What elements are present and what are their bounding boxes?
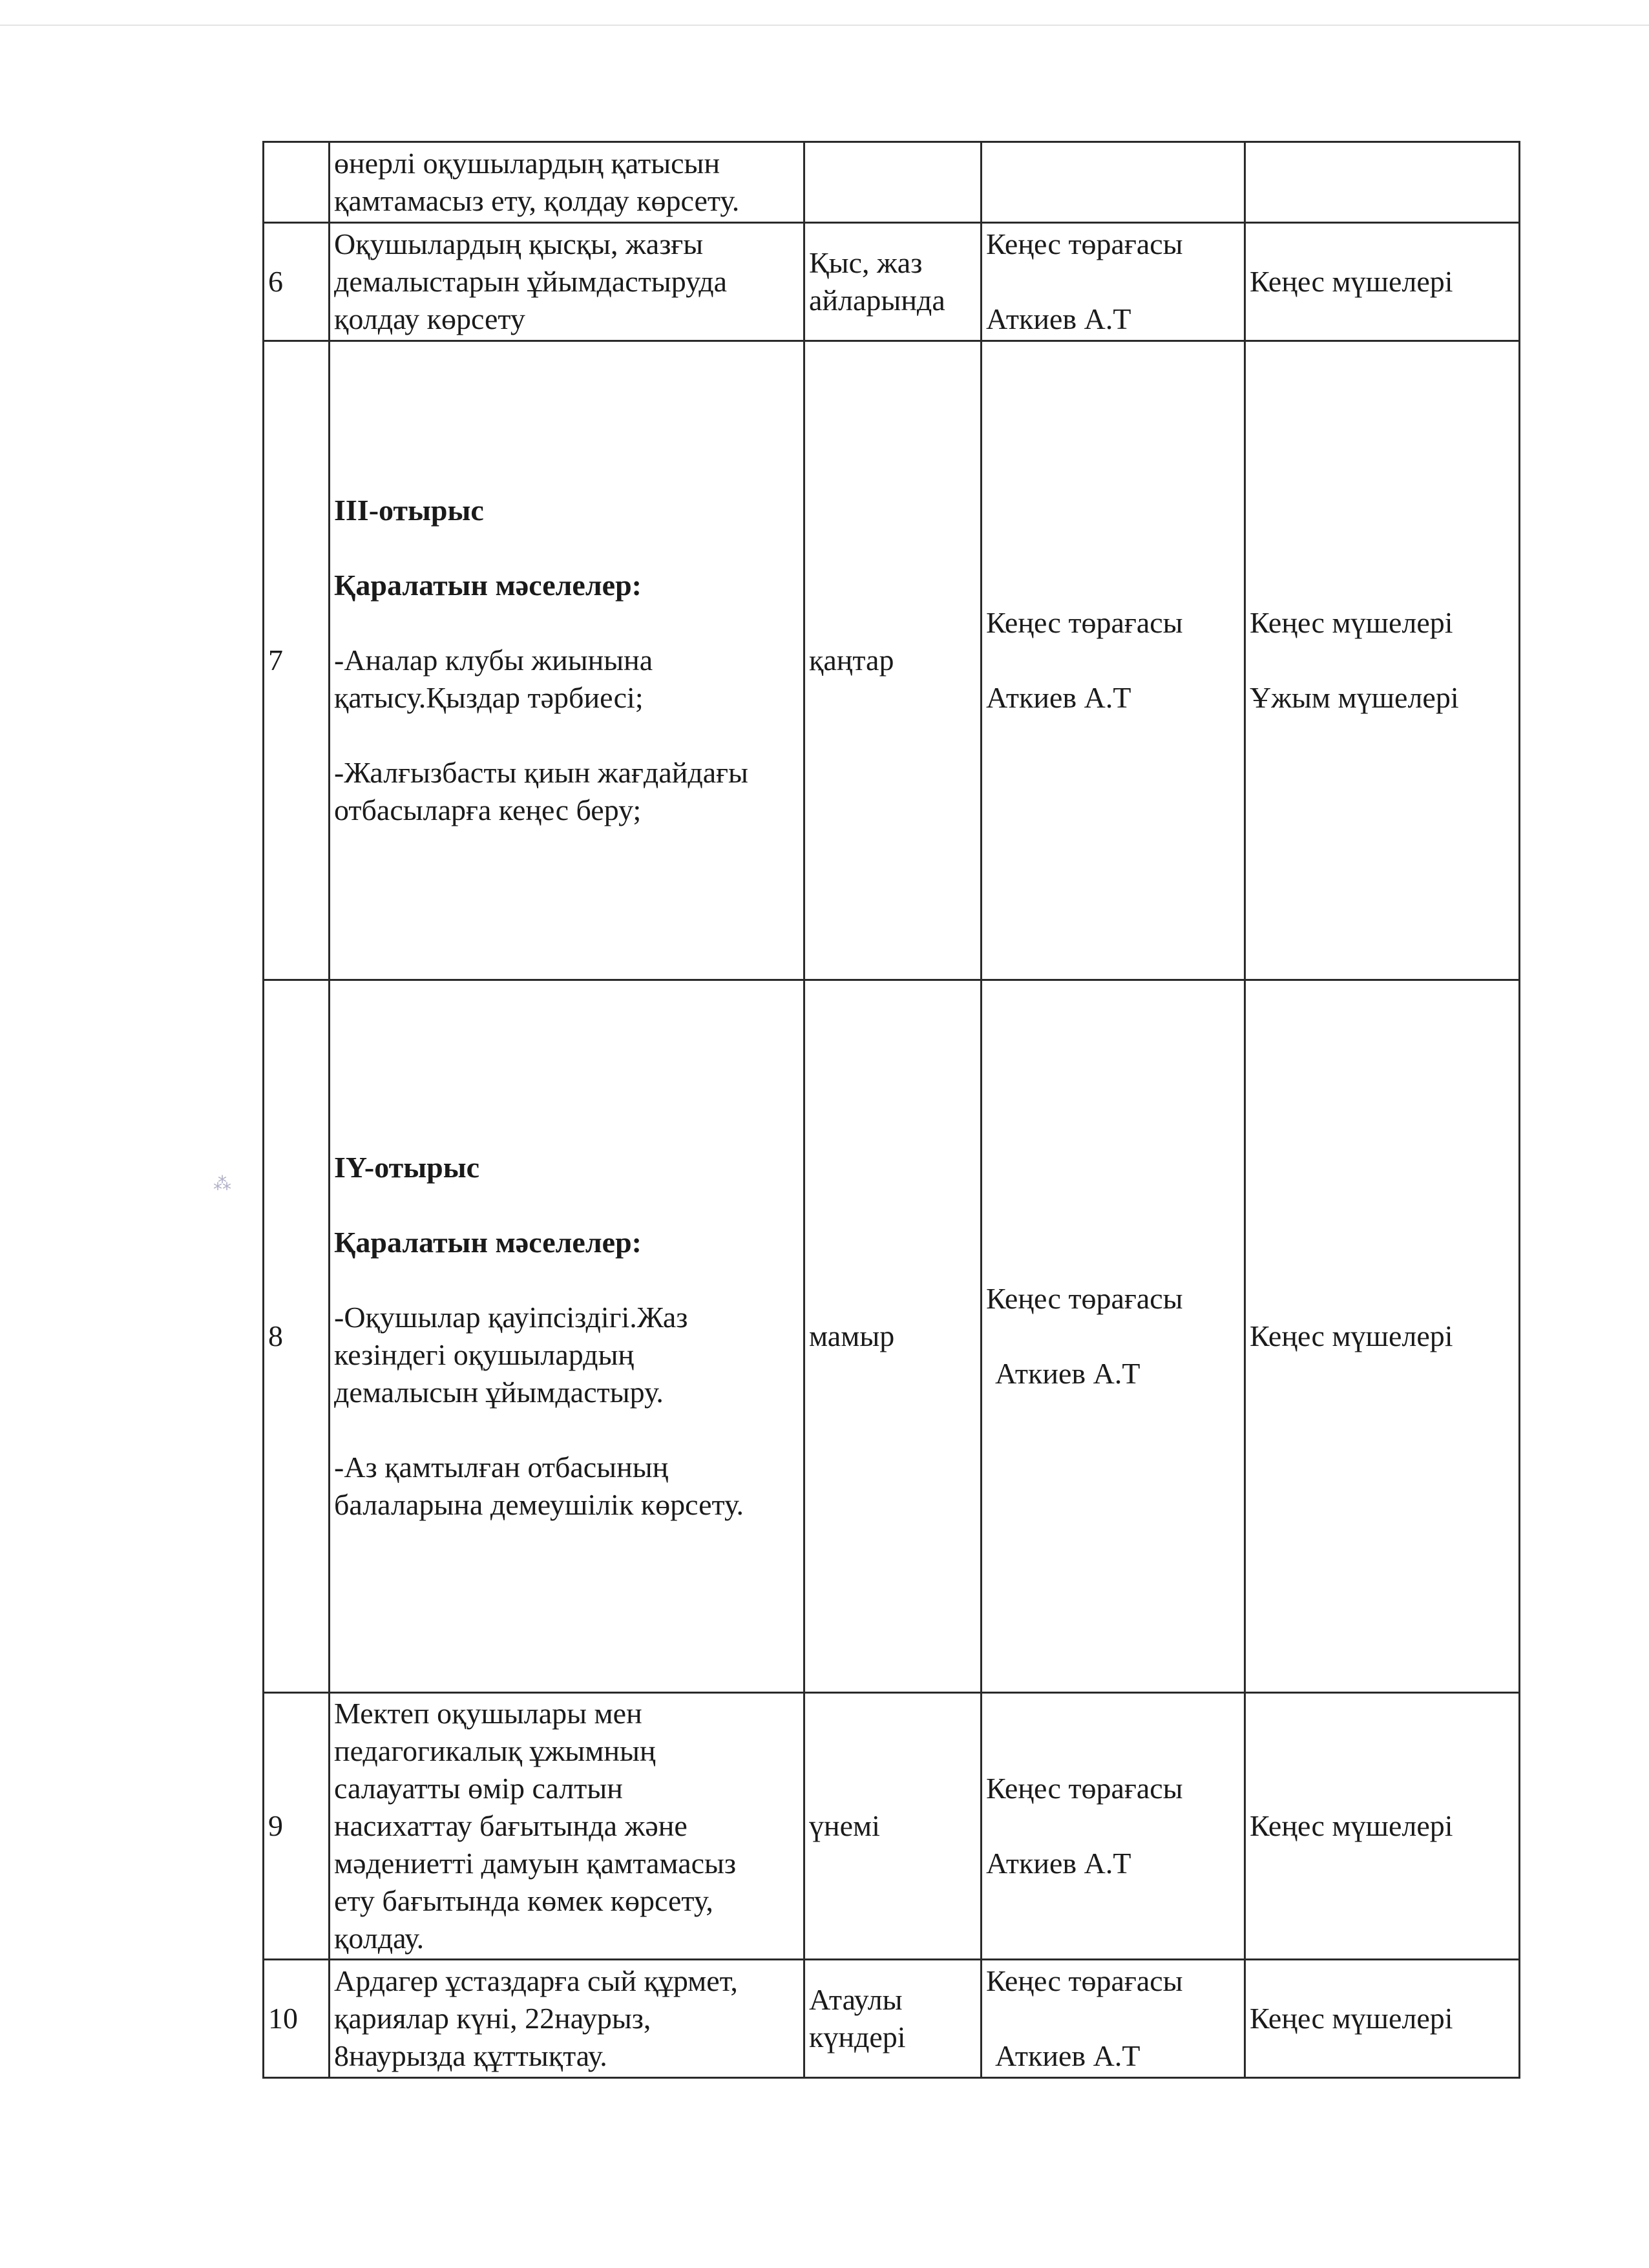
responsible-role: Кеңес төрағасы bbox=[986, 606, 1183, 639]
responsible-name: Аткиев А.Т bbox=[986, 302, 1131, 335]
date-cell bbox=[804, 341, 982, 980]
date-line: қаңтар bbox=[809, 644, 894, 677]
agenda-line: -Аз қамтылған отбасының bbox=[334, 1451, 669, 1484]
responsible-role: Кеңес төрағасы bbox=[986, 1772, 1183, 1805]
date-cell bbox=[804, 1693, 982, 1960]
row-number bbox=[264, 142, 330, 223]
task-line: ету бағытында көмек көрсету, bbox=[334, 1884, 713, 1917]
session-heading: ІІІ-отырыс bbox=[334, 494, 484, 527]
participants-line: Кеңес мүшелері bbox=[1250, 1809, 1453, 1842]
agenda-line: демалысын ұйымдастыру. bbox=[334, 1376, 664, 1409]
participants-cell bbox=[1245, 1693, 1520, 1960]
participants-cell bbox=[1245, 341, 1520, 980]
row-number: 7 bbox=[264, 341, 330, 980]
table-row bbox=[264, 1693, 1520, 1960]
participants-line: Кеңес мүшелері bbox=[1250, 265, 1453, 298]
agenda-line: -Жалғызбасты қиын жағдайдағы bbox=[334, 756, 748, 789]
participants-cell bbox=[1245, 142, 1520, 223]
issues-subheading: Қаралатын мәселелер: bbox=[334, 1226, 642, 1259]
participants-cell bbox=[1245, 223, 1520, 341]
task-cell bbox=[330, 142, 804, 223]
responsible-cell bbox=[982, 142, 1245, 223]
participants-cell bbox=[1245, 1960, 1520, 2078]
responsible-role: Кеңес төрағасы bbox=[986, 227, 1183, 260]
task-line: 8наурызда құттықтау. bbox=[334, 2039, 607, 2072]
task-line: өнерлі оқушылардың қатысын bbox=[334, 147, 720, 180]
agenda-line: -Аналар клубы жиынына bbox=[334, 644, 653, 677]
date-cell bbox=[804, 1960, 982, 2078]
row-number: 8 bbox=[264, 980, 330, 1693]
date-line: айларында bbox=[809, 284, 945, 317]
responsible-cell bbox=[982, 980, 1245, 1693]
responsible-name: Аткиев А.Т bbox=[986, 1847, 1131, 1880]
agenda-line: қатысу.Қыздар тәрбиесі; bbox=[334, 681, 644, 714]
date-line: Атаулы bbox=[809, 1983, 903, 2016]
issues-subheading: Қаралатын мәселелер: bbox=[334, 569, 642, 602]
responsible-cell bbox=[982, 1693, 1245, 1960]
task-line: қариялар күні, 22наурыз, bbox=[334, 2002, 651, 2035]
row-number: 6 bbox=[264, 223, 330, 341]
task-cell bbox=[330, 341, 804, 980]
participants-cell bbox=[1245, 980, 1520, 1693]
task-line: мәдениетті дамуын қамтамасыз bbox=[334, 1847, 737, 1880]
task-line: қамтамасыз ету, қолдау көрсету. bbox=[334, 184, 740, 217]
agenda-line: балаларына демеушілік көрсету. bbox=[334, 1488, 744, 1521]
work-plan-table bbox=[262, 141, 1520, 2079]
scan-edge-line bbox=[0, 25, 1649, 26]
responsible-name: Аткиев А.Т bbox=[986, 681, 1131, 714]
table-row bbox=[264, 341, 1520, 980]
responsible-name: Аткиев А.Т bbox=[995, 2039, 1140, 2072]
task-cell bbox=[330, 1960, 804, 2078]
responsible-role: Кеңес төрағасы bbox=[986, 1964, 1183, 1997]
task-line: Ардагер ұстаздарға сый құрмет, bbox=[334, 1964, 738, 1997]
table-row bbox=[264, 142, 1520, 223]
date-line: мамыр bbox=[809, 1319, 895, 1352]
session-heading: ІY-отырыс bbox=[334, 1151, 480, 1184]
date-line: Қыс, жаз bbox=[809, 246, 923, 279]
agenda-line: -Оқушылар қауіпсіздігі.Жаз bbox=[334, 1301, 688, 1334]
task-line: қолдау көрсету bbox=[334, 302, 525, 335]
task-line: қолдау. bbox=[334, 1922, 425, 1955]
participants-line: Кеңес мүшелері bbox=[1250, 1319, 1453, 1352]
task-cell bbox=[330, 1693, 804, 1960]
task-line: салауатты өмір салтын bbox=[334, 1772, 623, 1805]
responsible-cell bbox=[982, 341, 1245, 980]
task-line: насихаттау бағытында және bbox=[334, 1809, 688, 1842]
agenda-line: отбасыларға кеңес беру; bbox=[334, 793, 642, 826]
task-line: Оқушылардың қысқы, жазғы bbox=[334, 227, 704, 260]
participants-line: Кеңес мүшелері bbox=[1250, 2002, 1453, 2035]
date-cell bbox=[804, 980, 982, 1693]
responsible-cell bbox=[982, 1960, 1245, 2078]
task-cell bbox=[330, 980, 804, 1693]
date-cell bbox=[804, 223, 982, 341]
date-line: үнемі bbox=[809, 1809, 880, 1842]
table-row bbox=[264, 1960, 1520, 2078]
responsible-name: Аткиев А.Т bbox=[995, 1357, 1140, 1390]
date-cell bbox=[804, 142, 982, 223]
date-line: күндері bbox=[809, 2021, 906, 2053]
task-line: Мектеп оқушылары мен bbox=[334, 1697, 642, 1730]
responsible-role: Кеңес төрағасы bbox=[986, 1282, 1183, 1315]
participants-line: Кеңес мүшелері bbox=[1250, 606, 1453, 639]
responsible-cell bbox=[982, 223, 1245, 341]
table-row bbox=[264, 980, 1520, 1693]
agenda-line: кезіндегі оқушылардың bbox=[334, 1338, 635, 1371]
task-line: демалыстарын ұйымдастыруда bbox=[334, 265, 728, 298]
participants-line: Ұжым мүшелері bbox=[1250, 681, 1459, 714]
task-cell bbox=[330, 223, 804, 341]
scan-smudge: ⁂ bbox=[213, 1173, 231, 1194]
row-number: 9 bbox=[264, 1693, 330, 1960]
task-line: педагогикалық ұжымның bbox=[334, 1734, 656, 1767]
row-number: 10 bbox=[264, 1960, 330, 2078]
table-row bbox=[264, 223, 1520, 341]
